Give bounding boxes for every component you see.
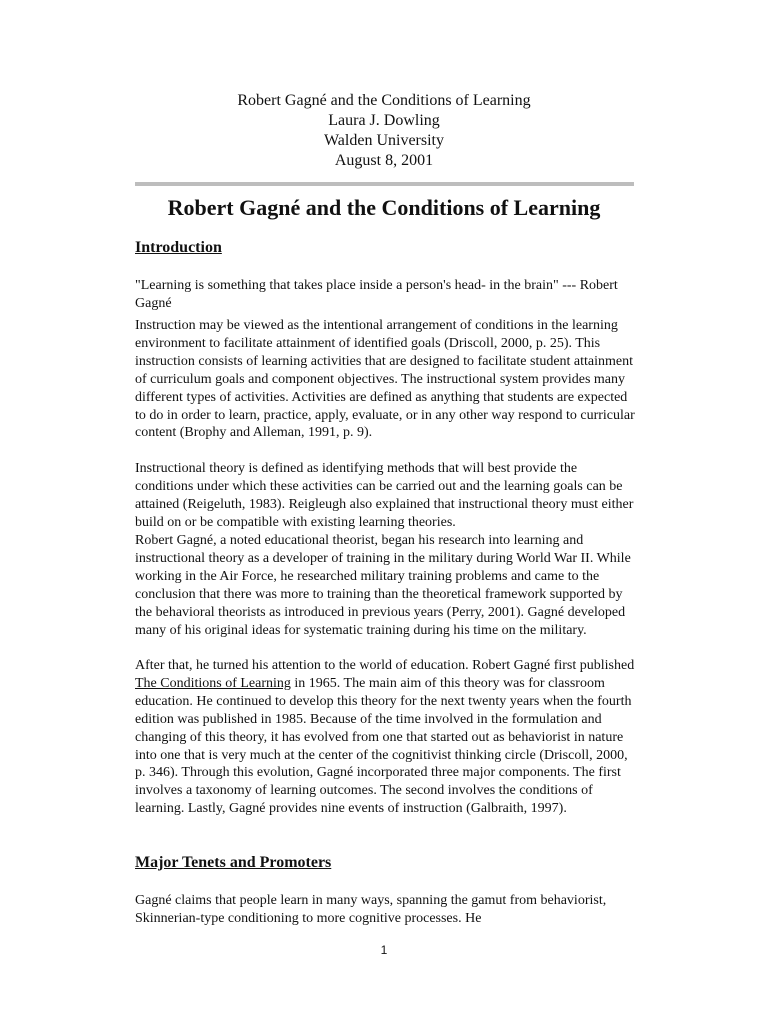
intro-paragraph-4 — [135, 657, 635, 818]
major-tenets-heading: Major Tenets and Promoters — [135, 854, 332, 871]
header-title-line: Robert Gagné and the Conditions of Learning — [237, 92, 531, 109]
page-number: 1 — [380, 943, 388, 957]
intro-paragraph-1: Instruction may be viewed as the intentional arrangement of conditions in the learning environment to facilitate attainment of identified goals (Driscoll, 2000, p. 25). This instruction consists of learning activities that are designed to facilitate student attainment of curriculum goals and component objectives. The instructional system provides many different types of activities. Activities are defined as anything that students are expected to do in order to learn, practice, apply, evaluate, or in any other way respond to curricular content (Brophy and Alleman, 1991, p. 9). — [135, 318, 635, 441]
paragraph-text: After that, he turned his attention to the world of education. Robert Gagné first published — [135, 658, 635, 673]
institution-name: Walden University — [323, 132, 444, 149]
document-title: Robert Gagné and the Conditions of Learning — [167, 195, 601, 220]
opening-quote: "Learning is something that takes place inside a person's head- in the brain" --- Robert Gagné — [135, 278, 618, 311]
tenets-paragraph-1: Gagné claims that people learn in many ways, spanning the gamut from behaviorist, Skinnerian-type conditioning to more cognitive processes. He — [135, 893, 607, 926]
intro-paragraph-2: Instructional theory is defined as identifying methods that will best provide the conditions under which these activities can be carried out and the learning goals can be attained (Reigeluth, 1983). Reigleugh also explained that instructional theory must either build on or be compatible with existing learning theories. — [135, 461, 634, 530]
author-name: Laura J. Dowling — [328, 112, 440, 129]
book-title-link: The Conditions of Learning — [135, 675, 291, 691]
document-date: August 8, 2001 — [334, 152, 434, 169]
horizontal-divider — [135, 182, 634, 186]
paragraph-text: in 1965. The main aim of this theory was for classroom education. He continued to develop this theory for the next twenty years when the fourth edition was published in 1985. Because of the time involved in the formulation and changing of this theory, it has evolved from one that started out as behaviorist in nature into one that is very much at the center of the cognitivist thinking circle (Driscoll, 2000, p. 346). Through this evolution, Gagné incorporated three major components. The first involves a taxonomy of learning outcomes. The second involves the conditions of learning. Lastly, Gagné provides nine events of instruction (Galbraith, 1997). — [135, 675, 632, 817]
intro-paragraph-3: Robert Gagné, a noted educational theorist, began his research into learning and instructional theory as a developer of training in the military during World War II. While working in the Air Force, he researched military training problems and came to the conclusion that there was more to training than the theoretical framework supported by the behavioral theorists as introduced in previous years (Perry, 2001). Gagné developed many of his original ideas for systematic training during his time on the military. — [135, 533, 631, 638]
introduction-heading: Introduction — [135, 239, 222, 256]
title-block — [0, 91, 768, 171]
